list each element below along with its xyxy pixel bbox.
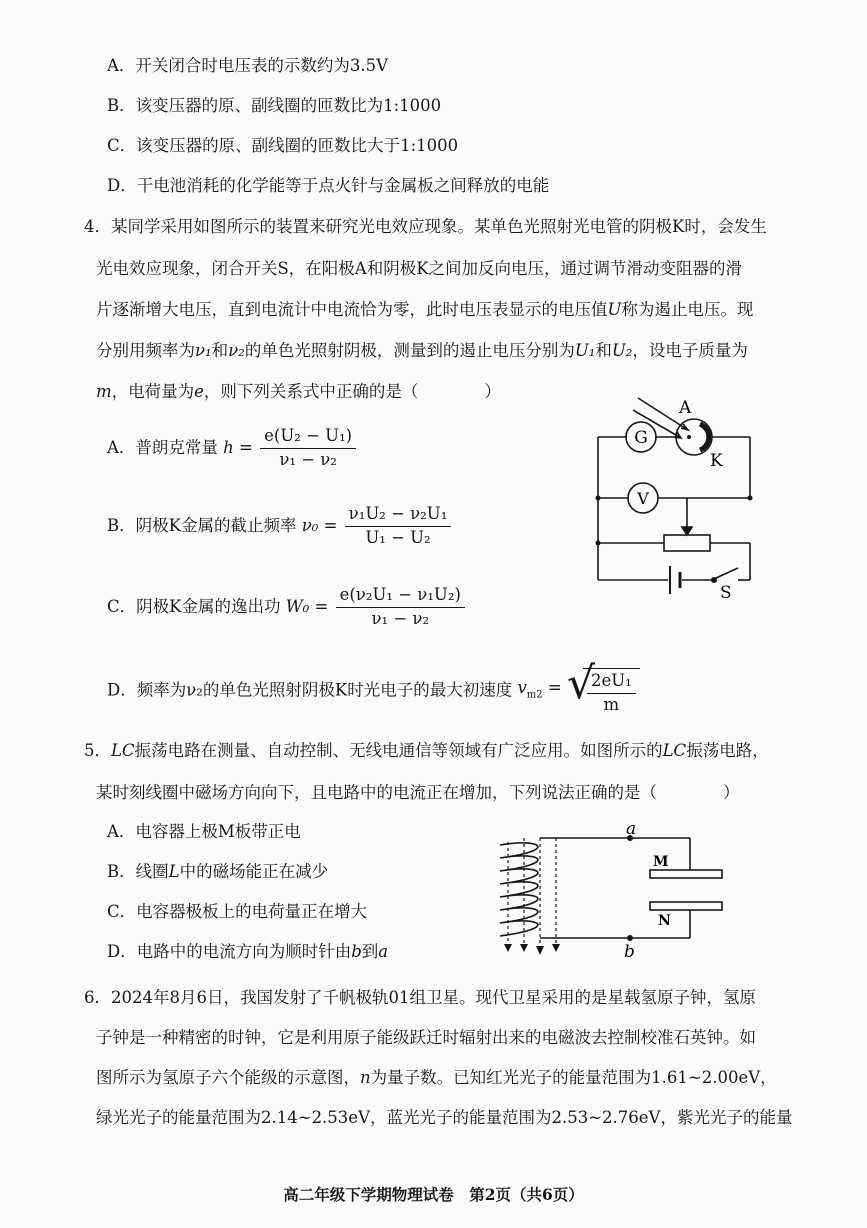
q4-stem-line-5: m，电荷量为e，则下列关系式中正确的是（ ） bbox=[96, 382, 501, 401]
q4-option-d-formula: √ $\frac{\text{2eU₁}}{m}$ bbox=[567, 668, 640, 713]
q3-option-c: C．该变压器的原、副线圈的匝数比大于1:1000 bbox=[107, 136, 459, 155]
q4-option-c: C．阴极K金属的逸出功 W₀ = $\frac{\text{e(ν₂U₁ − ν₁U₂)}}{\text{ν₁ − ν₂}}$ bbox=[107, 587, 467, 627]
node-b-label: b bbox=[624, 942, 635, 962]
q6-stem-line-4: 绿光光子的能量范围为2.14~2.53eV，蓝光光子的能量范围为2.53~2.76eV，紫光光子的能量 bbox=[96, 1108, 793, 1127]
galvanometer-label: G bbox=[634, 428, 648, 448]
q6-stem-line-1: 6．2024年8月6日，我国发射了千帆极轨01组卫星。现代卫星采用的是星载氢原子钟，氢原 bbox=[84, 988, 756, 1007]
q4-stem-line-2: 光电效应现象，闭合开关S，在阳极A和阴极K之间加反向电压，通过调节滑动变阻器的滑 bbox=[96, 259, 743, 278]
switch-label: S bbox=[720, 583, 732, 603]
q4-stem-line-3: 片逐渐增大电压，直到电流计中电流恰为零，此时电压表显示的电压值U称为遏止电压。现 bbox=[96, 300, 754, 319]
plate-n-label: N bbox=[658, 913, 671, 929]
q5-stem-line-1: 5．LC振荡电路在测量、自动控制、无线电通信等领域有广泛应用。如图所示的LC振荡电路， bbox=[84, 741, 769, 760]
q4-option-c-formula: $\frac{\text{e(ν₂U₁ − ν₁U₂)}}{\text{ν₁ − ν₂}}$ bbox=[336, 587, 465, 627]
q4-stem-line-1: 4．某同学采用如图所示的装置来研究光电效应现象。某单色光照射光电管的阴极K时，会发生 bbox=[84, 217, 767, 236]
cathode-label: K bbox=[710, 451, 723, 471]
q3-option-b: B．该变压器的原、副线圈的匝数比为1:1000 bbox=[107, 96, 442, 115]
q4-option-a-formula: $\frac{\text{e(U₂ − U₁)}}{\text{ν₁ − ν₂}}$ bbox=[260, 428, 356, 468]
anode-label: A bbox=[679, 398, 692, 418]
node-a-label: a bbox=[626, 825, 637, 839]
q4-stem-line-4: 分别用频率为ν₁和ν₂的单色光照射阴极，测量到的遏止电压分别为U₁和U₂，设电子质量为 bbox=[96, 341, 748, 360]
q4-option-d: D．频率为ν₂的单色光照射阴极K时光电子的最大初速度 $v_{m2}$ = √ $\frac{\text{2eU₁}}{m}$ bbox=[107, 668, 640, 713]
page-footer: 高二年级下学期物理试卷 第2页（共6页） bbox=[283, 1185, 584, 1204]
q5-option-b: B．线圈L中的磁场能正在减少 bbox=[107, 862, 329, 881]
q3-option-a: A．开关闭合时电压表的示数约为3.5V bbox=[107, 56, 389, 75]
q4-option-b-formula: $\frac{\text{ν₁U₂ − ν₂U₁}}{\text{U₁ − U₂}}$ bbox=[345, 506, 452, 546]
q3-option-d: D．干电池消耗的化学能等于点火针与金属板之间释放的电能 bbox=[107, 176, 550, 195]
q4-option-a: A．普朗克常量 h = $\frac{\text{e(U₂ − U₁)}}{\text{ν₁ − ν₂}}$ bbox=[107, 428, 358, 468]
q5-stem-line-2: 某时刻线圈中磁场方向向下，且电路中的电流正在增加，下列说法正确的是（ ） bbox=[96, 783, 740, 802]
q4-option-b: B．阴极K金属的截止频率 ν₀ = $\frac{\text{ν₁U₂ − ν₂U₁}}{\text{U₁ − U₂}}$ bbox=[107, 506, 453, 546]
photoelectric-circuit-diagram bbox=[585, 390, 765, 605]
q5-option-a: A．电容器上极M板带正电 bbox=[107, 822, 301, 841]
q5-option-d: D．电路中的电流方向为顺时针由b到a bbox=[107, 942, 389, 961]
q6-stem-line-3: 图所示为氢原子六个能级的示意图，n为量子数。已知红光光子的能量范围为1.61~2.00eV， bbox=[96, 1068, 777, 1087]
q5-option-c: C．电容器极板上的电荷量正在增大 bbox=[107, 902, 368, 921]
voltmeter-label: V bbox=[637, 489, 649, 508]
plate-m-label: M bbox=[653, 854, 669, 870]
q6-stem-line-2: 子钟是一种精密的时钟，它是利用原子能级跃迁时辐射出来的电磁波去控制校准石英钟。如 bbox=[96, 1028, 756, 1047]
lc-circuit-diagram bbox=[490, 825, 730, 965]
